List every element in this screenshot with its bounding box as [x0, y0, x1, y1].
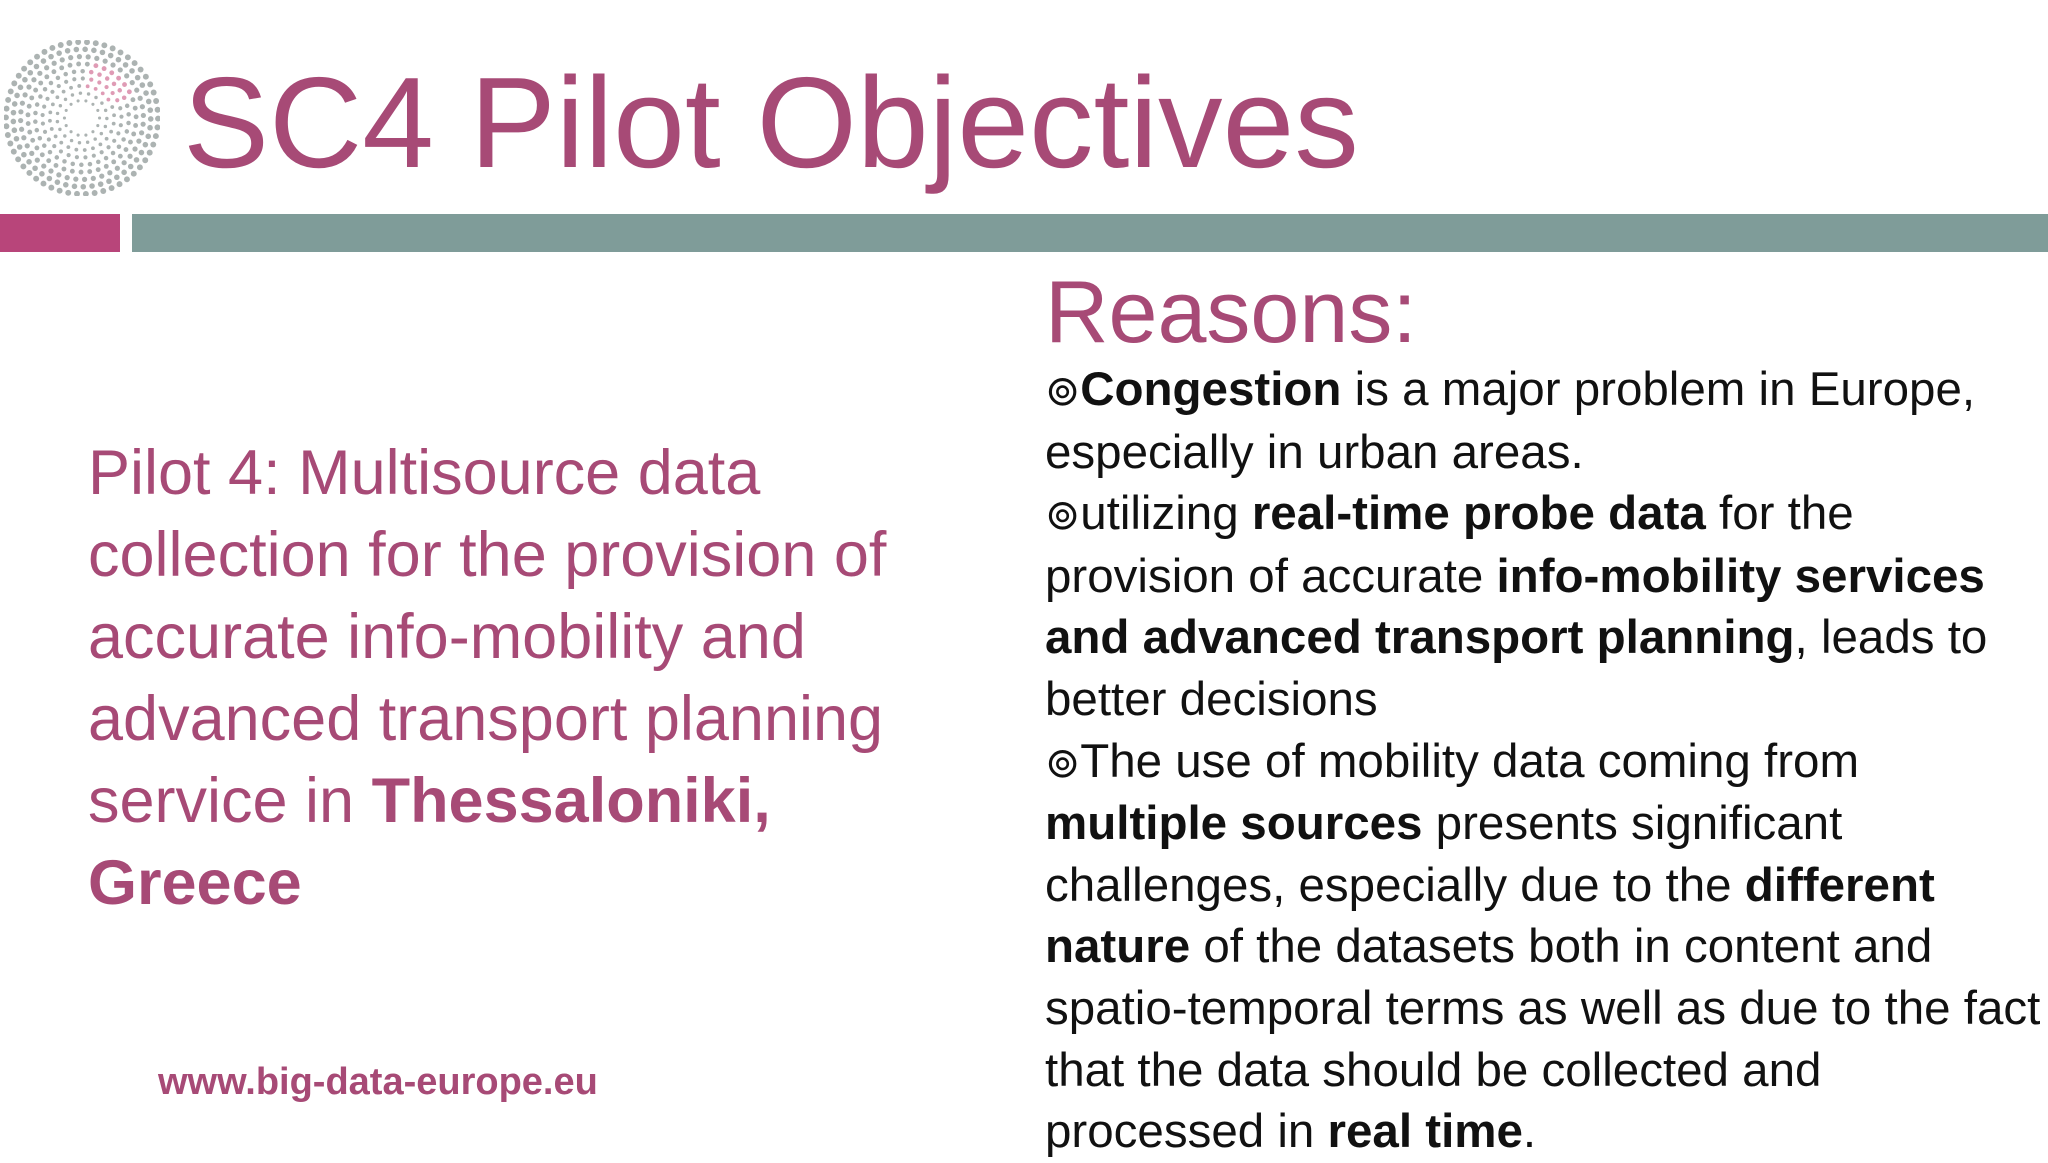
reason-emphasis: different nature	[1045, 858, 1935, 974]
bullet-target-icon: ⊚	[1045, 491, 1081, 539]
reason-emphasis: real time	[1327, 1105, 1523, 1159]
bullet-target-icon: ⊚	[1045, 367, 1081, 414]
reasons-list	[1045, 359, 2045, 1163]
slide-title: SC4 Pilot Objectives	[183, 51, 1359, 195]
reason-text: The use of mobility data coming from	[1080, 734, 1860, 788]
bullet-target-icon: ⊚	[1045, 738, 1081, 786]
reason-text: , leads to better decisions	[1045, 611, 1988, 726]
pilot-description	[88, 432, 988, 924]
reason-emphasis: multiple sources	[1045, 797, 1423, 851]
reason-text: .	[1522, 1105, 1537, 1159]
title-bar	[132, 214, 2048, 252]
reason-emphasis: real-time probe data	[1251, 487, 1706, 541]
reason-text: for the provision of accurate	[1045, 487, 1854, 603]
reason-text: utilizing	[1080, 487, 1252, 541]
reason-item	[1045, 359, 2045, 483]
reason-item	[1045, 483, 2045, 730]
pilot-location: Thessaloniki, Greece	[88, 766, 771, 918]
pilot-text: Pilot 4: Multisource data collection for the provision of accurate info-mobility and advanced transport planning service in	[88, 438, 887, 836]
website-link[interactable]: www.big-data-europe.eu	[158, 1061, 598, 1103]
reason-text: is a major problem in Europe, especially in urban areas.	[1045, 363, 1976, 479]
reason-text: presents significant challenges, especially due to the	[1045, 797, 1843, 912]
reasons-heading: Reasons:	[1045, 262, 1417, 361]
reason-emphasis: info-mobility services and advanced transport planning	[1045, 549, 1985, 665]
reason-emphasis: Congestion	[1080, 363, 1342, 416]
reason-text: of the datasets both in content and spatio-temporal terms as well as due to the fact that the data should be collected and processed in	[1045, 920, 2041, 1159]
dotted-circle-logo-icon	[4, 40, 160, 196]
title-bar-accent	[0, 214, 120, 252]
reason-item	[1045, 731, 2045, 1163]
